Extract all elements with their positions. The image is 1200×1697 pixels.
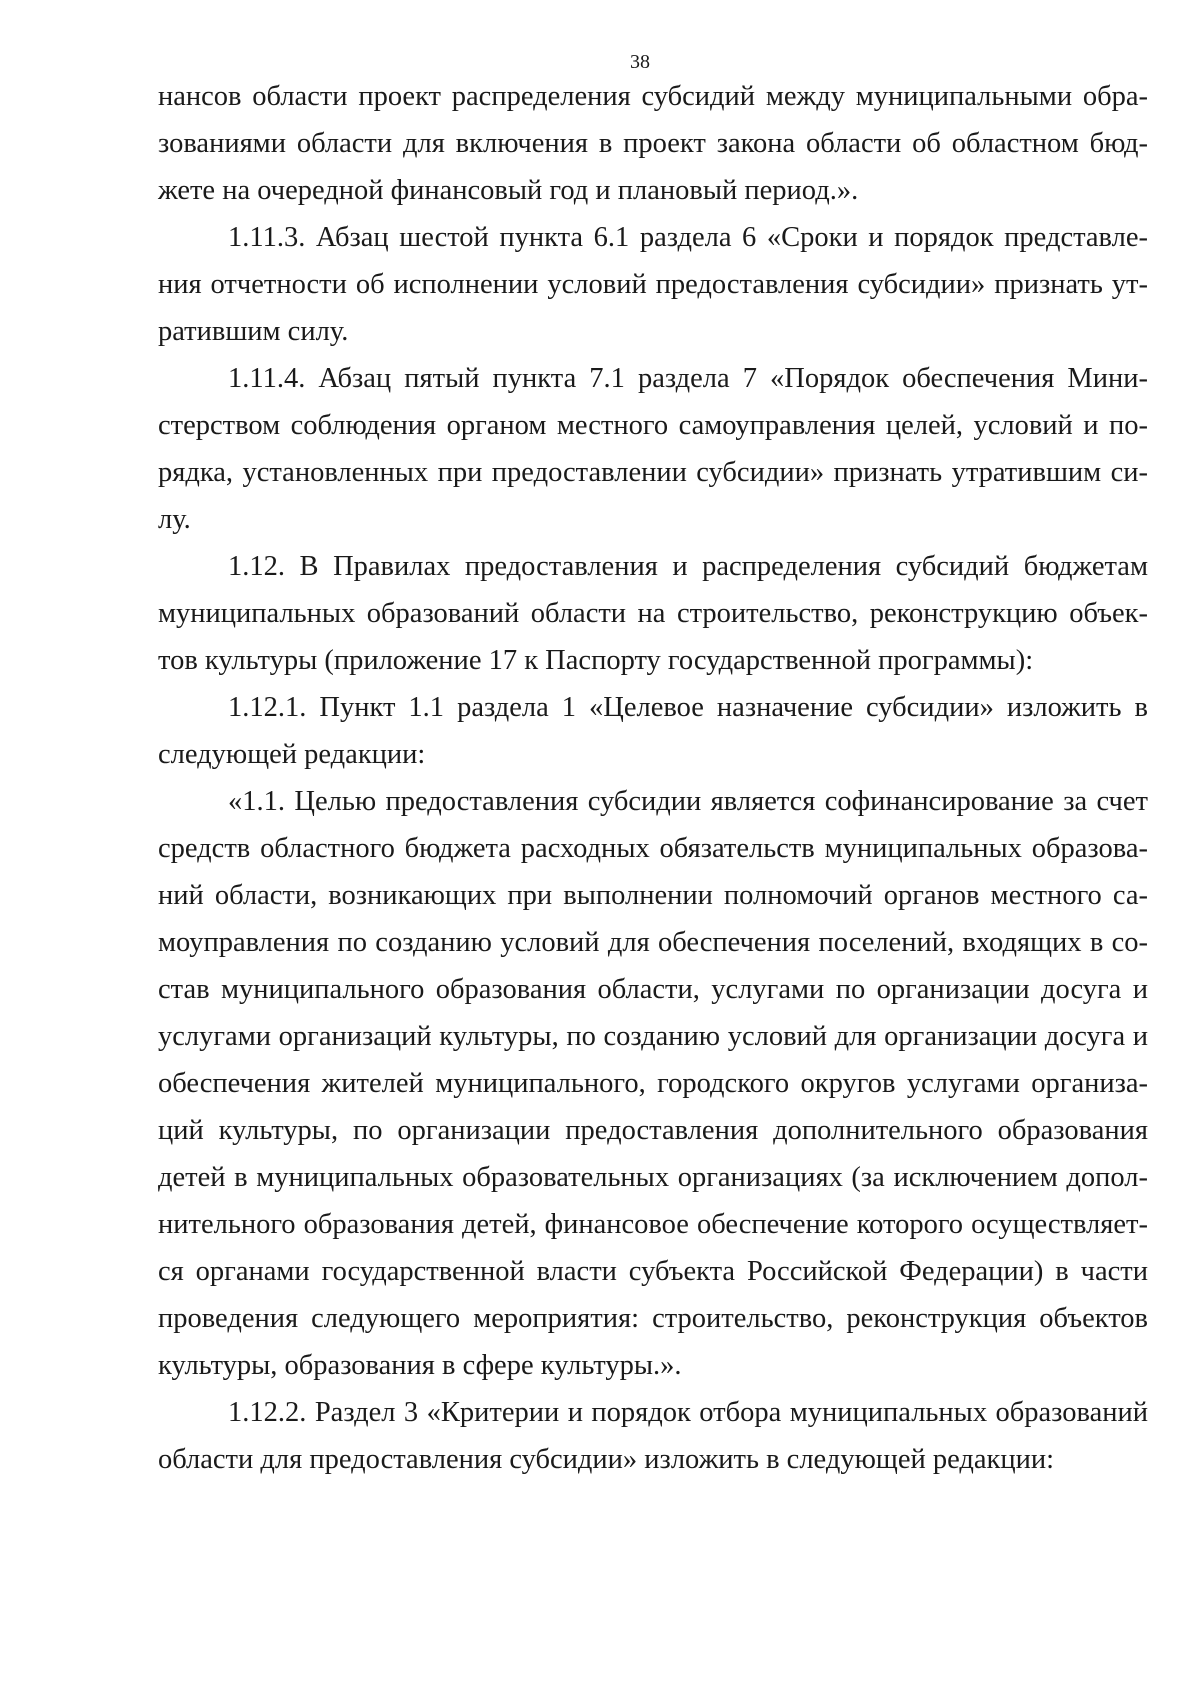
paragraph-continuation [158,73,1148,214]
text-line: услугами организаций культуры, по созданию условий для организации досуга и [158,1021,1148,1052]
text-line: нансов области проект распределения субсидий между муниципальными обра- [158,81,1148,112]
text-line: 1.12. В Правилах предоставления и распределения субсидий бюджетам [228,551,1148,582]
paragraph-1-11-3 [158,214,1148,355]
text-line: моуправления по созданию условий для обеспечения поселений, входящих в со- [158,927,1148,958]
text-line: муниципальных образований области на строительство, реконструкцию объек- [158,598,1148,629]
text-line: ся органами государственной власти субъекта Российской Федерации) в части [158,1256,1148,1287]
text-line: 1.12.2. Раздел 3 «Критерии и порядок отбора муниципальных образований [228,1397,1148,1428]
page-number: 38 [630,51,650,73]
text-line: стерством соблюдения органом местного самоуправления целей, условий и по- [158,410,1148,441]
text-line: 1.12.1. Пункт 1.1 раздела 1 «Целевое назначение субсидии» изложить в [228,692,1148,723]
text-line: рядка, установленных при предоставлении субсидии» признать утратившим си- [158,457,1148,488]
paragraph-1-12-1 [158,684,1148,778]
text-line: ний области, возникающих при выполнении полномочий органов местного са- [158,880,1148,911]
text-line: следующей редакции: [158,739,426,770]
text-line: лу. [158,504,191,535]
document-body [158,73,1148,1483]
paragraph-1-12-2 [158,1389,1148,1483]
text-line: детей в муниципальных образовательных организациях (за исключением допол- [158,1162,1148,1193]
text-line: 1.11.3. Абзац шестой пункта 6.1 раздела 6 «Сроки и порядок представле- [228,222,1148,253]
text-line: тов культуры (приложение 17 к Паспорту государственной программы): [158,645,1034,676]
paragraph-1-11-4 [158,355,1148,543]
paragraph-1-12 [158,543,1148,684]
text-line: нительного образования детей, финансовое обеспечение которого осуществляет- [158,1209,1148,1240]
text-line: «1.1. Целью предоставления субсидии является софинансирование за счет [228,786,1148,817]
text-line: культуры, образования в сфере культуры.». [158,1350,682,1381]
text-line: ратившим силу. [158,316,349,347]
text-line: ния отчетности об исполнении условий предоставления субсидии» признать ут- [158,269,1148,300]
paragraph-quote-1-1 [158,778,1148,1389]
text-line: став муниципального образования области, услугами по организации досуга и [158,974,1148,1005]
text-line: проведения следующего мероприятия: строительство, реконструкция объектов [158,1303,1148,1334]
text-line: зованиями области для включения в проект закона области об областном бюд- [158,128,1148,159]
text-line: области для предоставления субсидии» изложить в следующей редакции: [158,1444,1055,1475]
text-line: ций культуры, по организации предоставления дополнительного образования [158,1115,1148,1146]
text-line: жете на очередной финансовый год и плановый период.». [158,175,859,206]
text-line: 1.11.4. Абзац пятый пункта 7.1 раздела 7 «Порядок обеспечения Мини- [228,363,1148,394]
text-line: средств областного бюджета расходных обязательств муниципальных образова- [158,833,1148,864]
text-line: обеспечения жителей муниципального, городского округов услугами организа- [158,1068,1148,1099]
